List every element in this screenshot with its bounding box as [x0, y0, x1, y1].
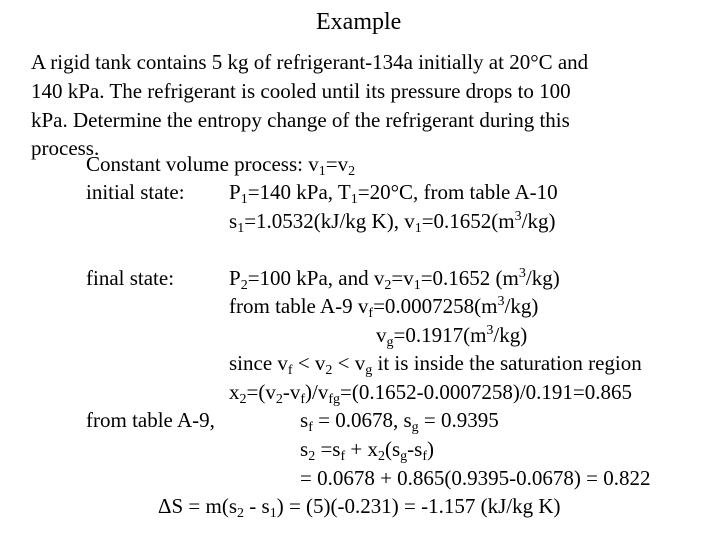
- s2-formula-line: $s_2 =s_f + x_2(s_g-s_f)$: [300, 437, 434, 464]
- final-state-label: final state:: [86, 266, 175, 290]
- from-table-a9-label: from table A-9,: [86, 408, 215, 432]
- vg-line: $v_g=0.1917(m^3/kg)$: [376, 323, 528, 350]
- entropy-change-line: $\Delta S = m(s_2 - s_1) = (5)(-0.231) = -1.157$ (kJ/kg K): [158, 494, 561, 521]
- vf-line: from table A-9 $v_f=0.0007258(m^3/kg)$: [229, 294, 539, 321]
- problem-line-1: A rigid tank contains 5 kg of refrigerant-134a initially at 20°C and: [31, 50, 589, 74]
- sf-sg-line: $s_f = 0.0678$, $s_g = 0.9395$: [300, 408, 499, 435]
- problem-line-2: 140 kPa. The refrigerant is cooled until its pressure drops to 100: [31, 79, 571, 103]
- initial-state-label: initial state:: [86, 180, 185, 204]
- initial-state-pressure: $P_1=140$ kPa, $T_1=20^\circ C$, from table A-10: [229, 180, 558, 207]
- initial-state-entropy: $s_1=1.0532(kJ/kg$ K), $v_1=0.1652(m^3/kg)$: [229, 209, 556, 236]
- final-state-pressure: $P_2=100$ kPa, and $v_2=v_1=0.1652$ $(m^3/kg)$: [229, 266, 560, 293]
- problem-line-4: process.: [31, 136, 100, 160]
- saturation-line: since $v_f < v_2 < v_g$ it is inside the saturation region: [229, 351, 642, 378]
- quality-line: $x_2=(v_2-v_f)/v_{fg}=(0.1652-0.0007258)/0.191=0.865$: [229, 380, 633, 407]
- s2-result-line: = 0.0678 + 0.865(0.9395-0.0678) = 0.822: [300, 466, 651, 490]
- problem-line-3: kPa. Determine the entropy change of the refrigerant during this: [31, 108, 570, 132]
- slide-title: Example: [316, 9, 402, 35]
- constant-volume-line: Constant volume process: $v_1=v_2$: [86, 152, 356, 179]
